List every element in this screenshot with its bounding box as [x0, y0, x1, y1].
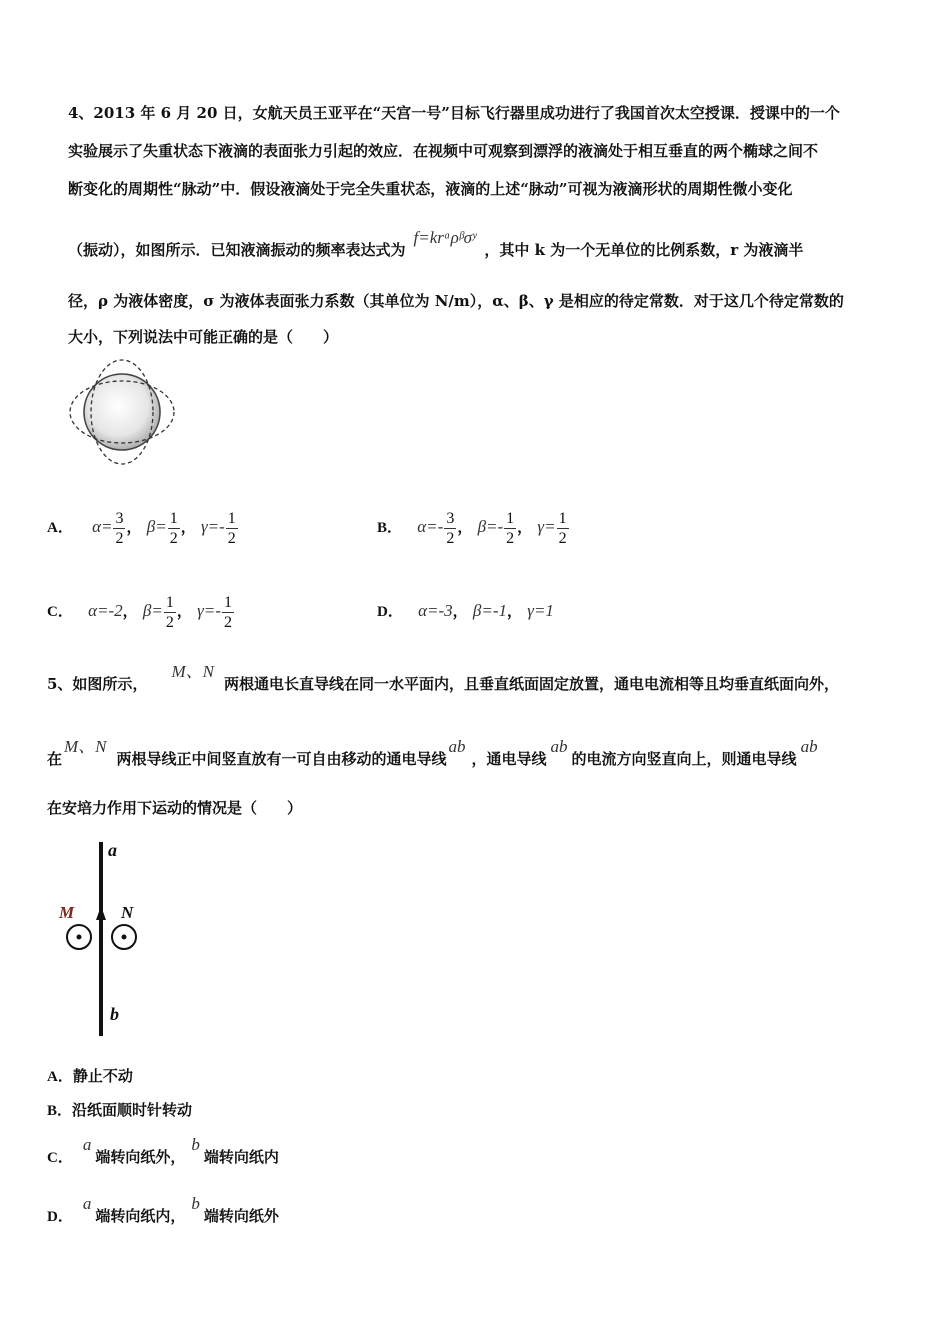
option-b-gamma: γ= — [537, 517, 556, 536]
q4-line-4b: ，其中 k 为一个无单位的比例系数，r 为液滴半 — [484, 241, 804, 259]
option-a-gamma-frac: $\frac{1}{2}$ — [227, 509, 236, 547]
option-c-alpha: α=-2 — [88, 601, 123, 620]
q5-option-a-label: A． — [47, 1069, 73, 1085]
label-n: N — [121, 903, 134, 922]
option-b-alpha: α=- — [417, 517, 444, 536]
q4-option-d[interactable]: D． α=-3， β=-1， γ=1 — [377, 601, 554, 620]
option-c-label: C． — [47, 604, 73, 620]
q5-option-d-label: D． — [47, 1209, 73, 1225]
label-a: a — [108, 840, 117, 860]
q4-line-1: 4、2013 年 6 月 20 日，女航天员王亚平在“天宫一号”目标飞行器里成功进行了我国首次太空授课．授课中的一个 — [68, 104, 840, 122]
option-b-beta: β=- — [477, 517, 504, 536]
q5-option-c[interactable] — [47, 1135, 279, 1168]
option-a-gamma: γ=- — [200, 517, 225, 536]
q5-mn-label-2: M、N — [64, 737, 107, 756]
q5-ab-3: ab — [800, 737, 818, 756]
q5-prefix: 5、如图所示， — [47, 675, 148, 693]
q5-line-1-text: 两根通电长直导线在同一水平面内，且垂直纸面固定放置，通电电流相等且均垂直纸面向外， — [223, 675, 839, 693]
q4-option-b[interactable]: B． α=- $\frac{3}{2}$ ， β=- $\frac{1}{2}$ ， γ= $\frac{1}{2}$ — [377, 509, 567, 547]
q4-line-2: 实验展示了失重状态下液滴的表面张力引起的效应．在视频中可观察到漂浮的液滴处于相互垂直的两个椭球之间不 — [68, 142, 819, 160]
q4-option-a[interactable]: A． α= $\frac{3}{2}$ ， β= $\frac{1}{2}$ ， γ=- $\frac{1}{2}$ — [47, 509, 236, 547]
q4-line-3: 断变化的周期性“脉动”中．假设液滴处于完全失重状态，液滴的上述“脉动”可视为液滴形状的周期性微小变化 — [68, 180, 793, 198]
option-c-beta-frac: $\frac{1}{2}$ — [165, 593, 174, 631]
q5-line-3: 在安培力作用下运动的情况是（ ） — [47, 799, 303, 817]
option-a-beta-frac: $\frac{1}{2}$ — [169, 509, 178, 547]
q5-option-a-text: 静止不动 — [72, 1067, 133, 1085]
q5-ab-2: ab — [550, 737, 568, 756]
current-arrow-icon — [96, 906, 106, 920]
option-c-beta: β= — [142, 601, 163, 620]
option-d-beta: β=-1 — [472, 601, 507, 620]
option-b-alpha-frac: $\frac{3}{2}$ — [446, 509, 455, 547]
label-m: M — [59, 903, 75, 922]
q5-option-c-label: C． — [47, 1150, 73, 1166]
q5-zai: 在 — [47, 750, 63, 768]
q5-line-2b: ，通电导线 — [471, 750, 547, 768]
option-c-gamma-frac: $\frac{1}{2}$ — [223, 593, 232, 631]
q5-option-c-b: b — [191, 1135, 200, 1154]
q5-option-d-b: b — [191, 1194, 200, 1213]
q5-line-2 — [47, 737, 818, 769]
option-a-label: A． — [47, 520, 73, 536]
q4-line-6: 大小，下列说法中可能正确的是（ ） — [68, 328, 339, 346]
option-a-alpha-frac: $\frac{3}{2}$ — [115, 509, 124, 547]
q5-option-b-text: 沿纸面顺时针转动 — [72, 1101, 193, 1119]
q5-option-b-label: B． — [47, 1103, 73, 1119]
q5-ab-1: ab — [448, 737, 466, 756]
option-c-gamma: γ=- — [197, 601, 221, 620]
option-b-gamma-frac: $\frac{1}{2}$ — [558, 509, 567, 547]
q5-line-2a: 两根导线正中间竖直放有一可自由移动的通电导线 — [116, 750, 447, 768]
option-d-label: D． — [377, 604, 403, 620]
wire-m-dot — [77, 935, 82, 940]
q5-option-a[interactable] — [47, 1066, 133, 1087]
option-d-alpha: α=-3 — [418, 601, 453, 620]
label-b: b — [110, 1004, 119, 1024]
q5-option-c-text-1: 端转向纸外， — [95, 1148, 186, 1166]
q5-option-d-a: a — [82, 1194, 92, 1213]
q5-option-d[interactable] — [47, 1194, 279, 1227]
q5-line-1 — [47, 662, 839, 694]
option-b-label: B． — [377, 520, 403, 536]
wire-n-dot — [122, 935, 127, 940]
wire-figure — [55, 838, 155, 1040]
q5-option-b[interactable] — [47, 1100, 192, 1121]
q5-option-c-text-2: 端转向纸内 — [203, 1148, 279, 1166]
q5-mn-label: M、N — [171, 662, 214, 681]
q5-option-c-a: a — [82, 1135, 92, 1154]
q4-option-c[interactable]: C． α=-2， β= $\frac{1}{2}$ ， γ=- $\frac{1}{2}$ — [47, 593, 232, 631]
option-a-alpha: α= — [92, 517, 113, 536]
q5-option-d-text-2: 端转向纸外 — [203, 1207, 279, 1225]
option-a-beta: β= — [146, 517, 167, 536]
option-b-beta-frac: $\frac{1}{2}$ — [506, 509, 515, 547]
q5-option-d-text-1: 端转向纸内， — [95, 1207, 186, 1225]
q4-line-4a: （振动），如图所示．已知液滴振动的频率表达式为 — [68, 241, 406, 259]
option-d-gamma: γ=1 — [527, 601, 554, 620]
q5-line-2c: 的电流方向竖直向上，则通电导线 — [571, 750, 797, 768]
droplet-oscillation-figure — [66, 357, 180, 467]
q4-frequency-formula: f=krᵅρᵝσʸ — [413, 228, 477, 247]
q4-line-5: 径，ρ 为液体密度，σ 为液体表面张力系数（其单位为 N/m），α、β、γ 是相应的待定常数．对于这几个待定常数的 — [68, 292, 844, 310]
q4-line-4 — [68, 228, 804, 260]
